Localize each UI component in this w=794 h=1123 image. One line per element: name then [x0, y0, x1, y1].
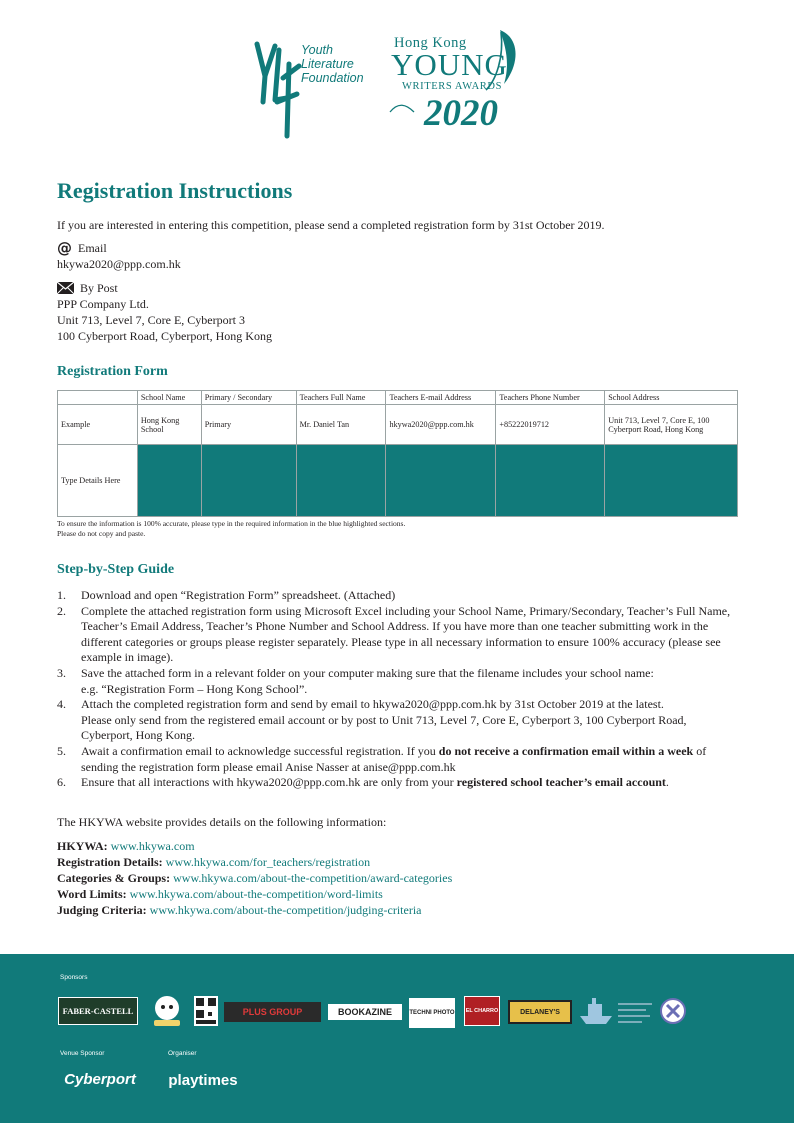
step-text: . — [665, 775, 669, 790]
header-school-address: School Address — [605, 391, 738, 405]
ylf-monogram-icon — [253, 40, 303, 140]
sponsor-ship-icon — [578, 996, 614, 1026]
step-number: 3. — [57, 665, 66, 680]
guide-step-4 — [57, 697, 737, 744]
venue-cyberport-logo: Cyberport — [64, 1070, 136, 1088]
guide-steps-list — [57, 588, 737, 791]
sponsors-label: Sponsors — [60, 974, 88, 981]
hkywa-line-2: YOUNG — [391, 47, 508, 82]
at-icon: @ — [57, 238, 72, 257]
sponsor-text-logo-icon — [616, 998, 654, 1026]
info-link-label: HKYWA: — [57, 839, 108, 853]
ylf-line-3: Foundation — [301, 71, 364, 85]
ylf-line-1: Youth — [301, 43, 333, 57]
info-link-url[interactable]: www.hkywa.com/about-the-competition/award-categories — [173, 871, 453, 885]
email-label-row — [57, 240, 181, 256]
organiser-playtimes-logo: playtimes — [168, 1071, 238, 1089]
guide-step-3 — [57, 666, 737, 697]
sponsor-faber-castell-logo: FABER-CASTELL — [58, 997, 138, 1025]
example-teacher-name: Mr. Daniel Tan — [296, 405, 386, 445]
info-link-row — [57, 902, 452, 918]
step-number: 1. — [57, 588, 66, 602]
email-label: Email — [78, 241, 107, 255]
info-link-label: Registration Details: — [57, 855, 163, 869]
example-primary-secondary: Primary — [201, 405, 296, 445]
info-link-label: Judging Criteria: — [57, 903, 147, 917]
info-link-row — [57, 854, 452, 870]
header-teacher-email: Teachers E-mail Address — [386, 391, 496, 405]
info-intro: The HKYWA website provides details on the following information: — [57, 815, 387, 829]
step-number: 5. — [57, 743, 66, 758]
hkywa-year: 2020 — [424, 93, 498, 134]
input-teacher-phone-cell[interactable] — [496, 445, 605, 517]
intro-text: If you are interested in entering this competition, please send a completed registration form by 31st October 2019. — [57, 218, 605, 232]
example-school-address: Unit 713, Level 7, Core E, 100 Cyberport Road, Hong Kong — [605, 405, 738, 445]
sponsor-qr-icon — [194, 996, 218, 1026]
hkywa-line-3: WRITERS AWARDS — [402, 81, 503, 92]
step-text: Attach the completed registration form and send by email to hkywa2020@ppp.com.hk by 31st October 2019 at the latest. — [81, 697, 664, 712]
step-number: 6. — [57, 775, 66, 790]
info-link-url[interactable]: www.hkywa.com — [110, 839, 195, 853]
sponsor-plus-group-logo: PLUS GROUP — [224, 1002, 321, 1022]
step-text: Please only send from the registered email account or by post to Unit 713, Level 7, Core E, Cyberport 3, 100 Cyberport Road, Cyberport, Hong Kong. — [81, 712, 687, 743]
example-teacher-phone: +85222019712 — [496, 405, 605, 445]
sponsor-el-charro-logo: EL CHARRO — [464, 996, 500, 1026]
envelope-icon — [57, 282, 74, 294]
input-school-name-cell[interactable] — [137, 445, 201, 517]
input-row-label: Type Details Here — [58, 445, 138, 517]
post-contact — [57, 280, 272, 344]
table-header-row — [58, 391, 738, 405]
step-text: of sending the registration form please email Anise Nasser at anise@ppp.com.hk — [81, 743, 707, 774]
step-text: Ensure that all interactions with hkywa2020@ppp.com.hk are only from your — [81, 775, 457, 790]
guide-step-2 — [57, 604, 737, 666]
info-link-url[interactable]: www.hkywa.com/for_teachers/registration — [165, 855, 371, 869]
info-links — [57, 838, 452, 918]
page-title: Registration Instructions — [57, 178, 293, 203]
sponsor-character-icon — [150, 994, 184, 1028]
header-teacher-phone: Teachers Phone Number — [496, 391, 605, 405]
post-address-line-1: PPP Company Ltd. — [57, 297, 149, 311]
step-text: Download and open “Registration Form” spreadsheet. (Attached) — [81, 588, 396, 602]
header-primary-secondary: Primary / Secondary — [201, 391, 296, 405]
ylf-logo — [253, 40, 393, 140]
input-row — [58, 445, 738, 517]
step-number: 4. — [57, 697, 66, 712]
header-teacher-name: Teachers Full Name — [296, 391, 386, 405]
input-school-address-cell[interactable] — [605, 445, 738, 517]
registration-form-heading: Registration Form — [57, 364, 168, 379]
step-text: Await a confirmation email to acknowledge successful registration. If you — [81, 743, 439, 758]
header-school-name: School Name — [137, 391, 201, 405]
input-teacher-email-cell[interactable] — [386, 445, 496, 517]
venue-sponsor-label: Venue Sponsor — [60, 1050, 105, 1057]
step-text: e.g. “Registration Form – Hong Kong School”. — [81, 681, 308, 696]
organiser-label: Organiser — [168, 1050, 197, 1057]
sponsor-delaneys-logo: DELANEY'S — [508, 1000, 572, 1024]
step-emphasis: do not receive a confirmation email within a week — [438, 743, 694, 758]
ylf-line-2: Literature — [301, 57, 354, 71]
guide-heading: Step-by-Step Guide — [57, 562, 175, 577]
sponsor-bookazine-logo: BOOKAZINE — [328, 1004, 402, 1020]
guide-step-1 — [57, 588, 737, 604]
example-teacher-email: hkywa2020@ppp.com.hk — [386, 405, 496, 445]
step-text: Complete the attached registration form using Microsoft Excel including your School Name, Primary/Secondary, Teacher’s Full Name, Teacher’s Email Address, Teacher’s Phone Number and School Address. If you have more than one teacher submitting work in the different categories or groups please register separately. Please type in all necessary information to ensure 100% accuracy (please see example in image). — [81, 603, 731, 665]
form-note — [57, 519, 405, 539]
guide-step-5 — [57, 744, 737, 775]
example-label: Example — [58, 405, 138, 445]
info-link-row — [57, 870, 452, 886]
post-address-line-2: Unit 713, Level 7, Core E, Cyberport 3 — [57, 313, 245, 327]
input-teacher-name-cell[interactable] — [296, 445, 386, 517]
info-link-label: Categories & Groups: — [57, 871, 171, 885]
info-link-label: Word Limits: — [57, 887, 127, 901]
post-label: By Post — [80, 281, 118, 295]
registration-form-table — [57, 390, 738, 517]
input-primary-secondary-cell[interactable] — [201, 445, 296, 517]
ylf-wordmark — [301, 43, 364, 85]
post-address-line-3: 100 Cyberport Road, Cyberport, Hong Kong — [57, 329, 272, 343]
info-link-url[interactable]: www.hkywa.com/about-the-competition/judging-criteria — [149, 903, 422, 917]
info-link-row — [57, 886, 452, 902]
form-note-line-2: Please do not copy and paste. — [57, 529, 146, 538]
post-label-row — [57, 280, 272, 296]
sponsors-footer — [0, 954, 794, 1123]
step-text: Save the attached form in a relevant folder on your computer making sure that the filename includes your school name: — [81, 665, 654, 680]
sponsor-circle-x-icon — [660, 998, 686, 1024]
header-cell-blank — [58, 391, 138, 405]
form-note-line-1: To ensure the information is 100% accurate, please type in the required information in the blue highlighted sections. — [57, 519, 406, 528]
info-link-row — [57, 838, 452, 854]
step-emphasis: registered school teacher’s email account — [456, 775, 666, 790]
email-contact — [57, 240, 181, 272]
email-address[interactable]: hkywa2020@ppp.com.hk — [57, 257, 181, 271]
example-school-name: Hong Kong School — [137, 405, 201, 445]
hkywa-logo — [388, 28, 528, 138]
example-row — [58, 405, 738, 445]
info-link-url[interactable]: www.hkywa.com/about-the-competition/word-limits — [129, 887, 383, 901]
sponsor-techni-photo-logo: TECHNI PHOTO — [409, 998, 455, 1028]
step-number: 2. — [57, 603, 66, 618]
guide-step-6 — [57, 775, 737, 791]
hkywa-line-1: Hong Kong — [394, 35, 467, 51]
